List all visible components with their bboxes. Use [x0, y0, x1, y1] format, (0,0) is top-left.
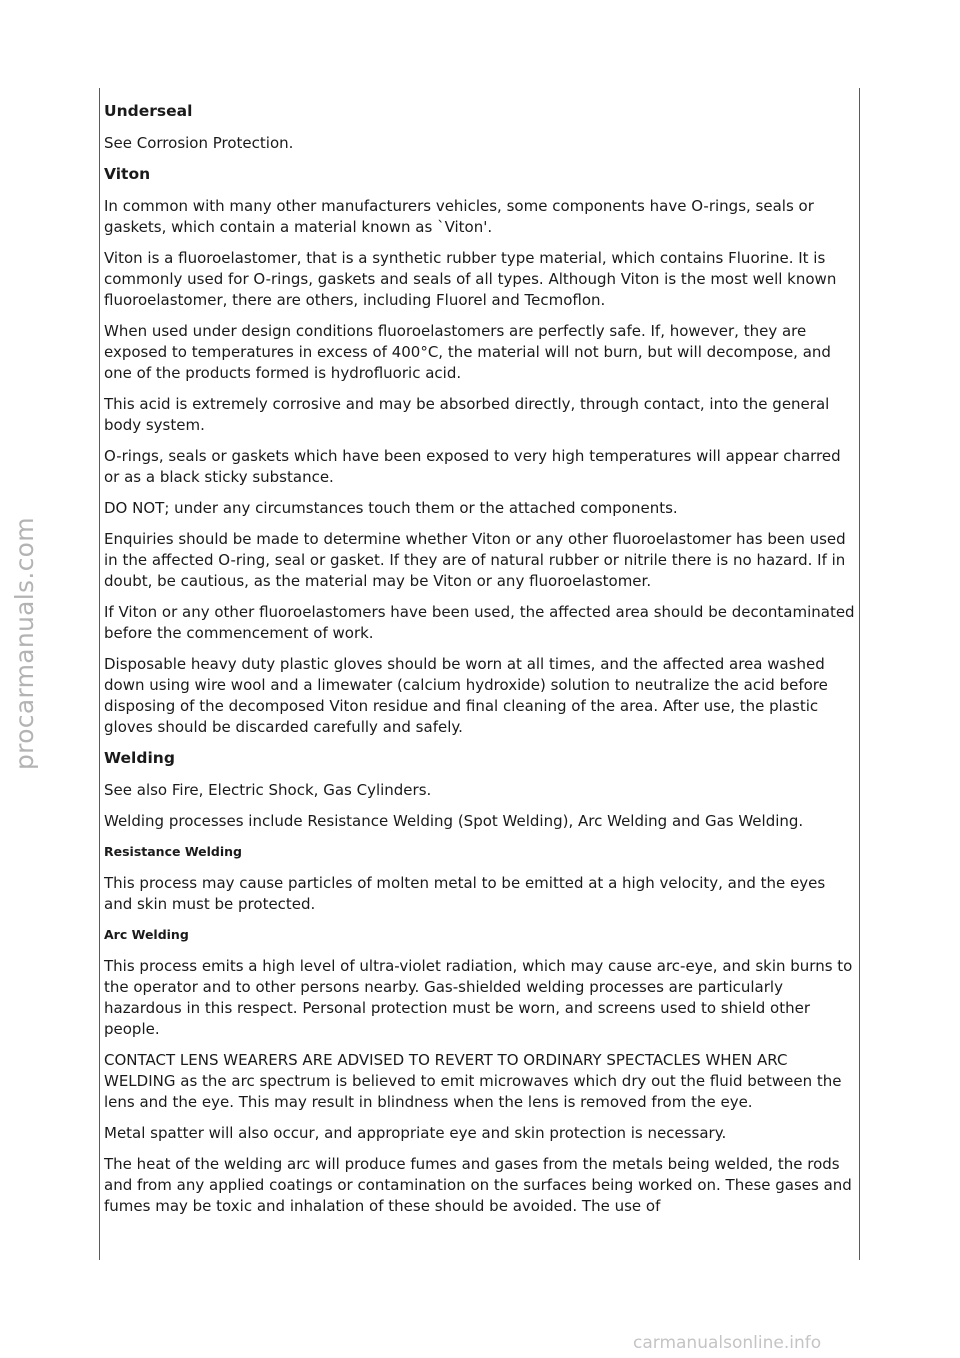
bottom-watermark: carmanualsonline.info	[633, 1333, 822, 1353]
side-watermark: procarmanuals.com	[10, 517, 39, 770]
paragraph: When used under design conditions fluoroelastomers are perfectly safe. If, however, they are exposed to temperatures in excess of 400°C, the material will not burn, but will decompose, and one of the products formed is hydrofluoric acid.	[104, 322, 831, 382]
section-heading: Welding	[104, 749, 175, 767]
subsection-heading: Resistance Welding	[104, 844, 243, 859]
section-heading: Underseal	[104, 102, 193, 120]
paragraph: In common with many other manufacturers vehicles, some components have O-rings, seals or gaskets, which contain a material known as `Viton'.	[104, 197, 814, 236]
left-margin-rule	[99, 88, 100, 1260]
paragraph: Disposable heavy duty plastic gloves should be worn at all times, and the affected area washed down using wire wool and a limewater (calcium hydroxide) solution to neutralize the acid before disposing of the decomposed Viton residue and final cleaning of the area. After use, the plastic gloves should be discarded carefully and safely.	[104, 655, 828, 736]
document-body	[104, 101, 856, 1227]
right-margin-rule	[859, 88, 860, 1260]
paragraph: O-rings, seals or gaskets which have been exposed to very high temperatures will appear charred or as a black sticky substance.	[104, 447, 841, 486]
subsection-heading: Arc Welding	[104, 927, 189, 942]
section-heading: Viton	[104, 165, 151, 183]
paragraph: Metal spatter will also occur, and appropriate eye and skin protection is necessary.	[104, 1124, 727, 1142]
paragraph: This process emits a high level of ultra-violet radiation, which may cause arc-eye, and skin burns to the operator and to other persons nearby. Gas-shielded welding processes are particularly hazardous in this respect. Personal protection must be worn, and screens used to shield other people.	[104, 957, 853, 1038]
paragraph: Enquiries should be made to determine whether Viton or any other fluoroelastomer has been used in the affected O-ring, seal or gasket. If they are of natural rubber or nitrile there is no hazard. If in doubt, be cautious, as the material may be Viton or any fluoroelastomer.	[104, 530, 846, 590]
paragraph: DO NOT; under any circumstances touch them or the attached components.	[104, 499, 678, 517]
paragraph: This acid is extremely corrosive and may be absorbed directly, through contact, into the general body system.	[104, 395, 830, 434]
paragraph: The heat of the welding arc will produce fumes and gases from the metals being welded, the rods and from any applied coatings or contamination on the surfaces being worked on. These gases and fumes may be toxic and inhalation of these should be avoided. The use of	[104, 1155, 852, 1215]
paragraph: See Corrosion Protection.	[104, 134, 294, 152]
paragraph: Viton is a fluoroelastomer, that is a synthetic rubber type material, which contains Fluorine. It is commonly used for O-rings, gaskets and seals of all types. Although Viton is the most well known fluoroelastomer, there are others, including Fluorel and Tecmoflon.	[104, 249, 837, 309]
paragraph: See also Fire, Electric Shock, Gas Cylinders.	[104, 781, 432, 799]
paragraph: Welding processes include Resistance Welding (Spot Welding), Arc Welding and Gas Welding.	[104, 812, 804, 830]
paragraph: This process may cause particles of molten metal to be emitted at a high velocity, and the eyes and skin must be protected.	[104, 874, 826, 913]
paragraph: If Viton or any other fluoroelastomers have been used, the affected area should be decontaminated before the commencement of work.	[104, 603, 855, 642]
paragraph: CONTACT LENS WEARERS ARE ADVISED TO REVERT TO ORDINARY SPECTACLES WHEN ARC WELDING as the arc spectrum is believed to emit microwaves which dry out the fluid between the lens and the eye. This may result in blindness when the lens is removed from the eye.	[104, 1051, 842, 1111]
